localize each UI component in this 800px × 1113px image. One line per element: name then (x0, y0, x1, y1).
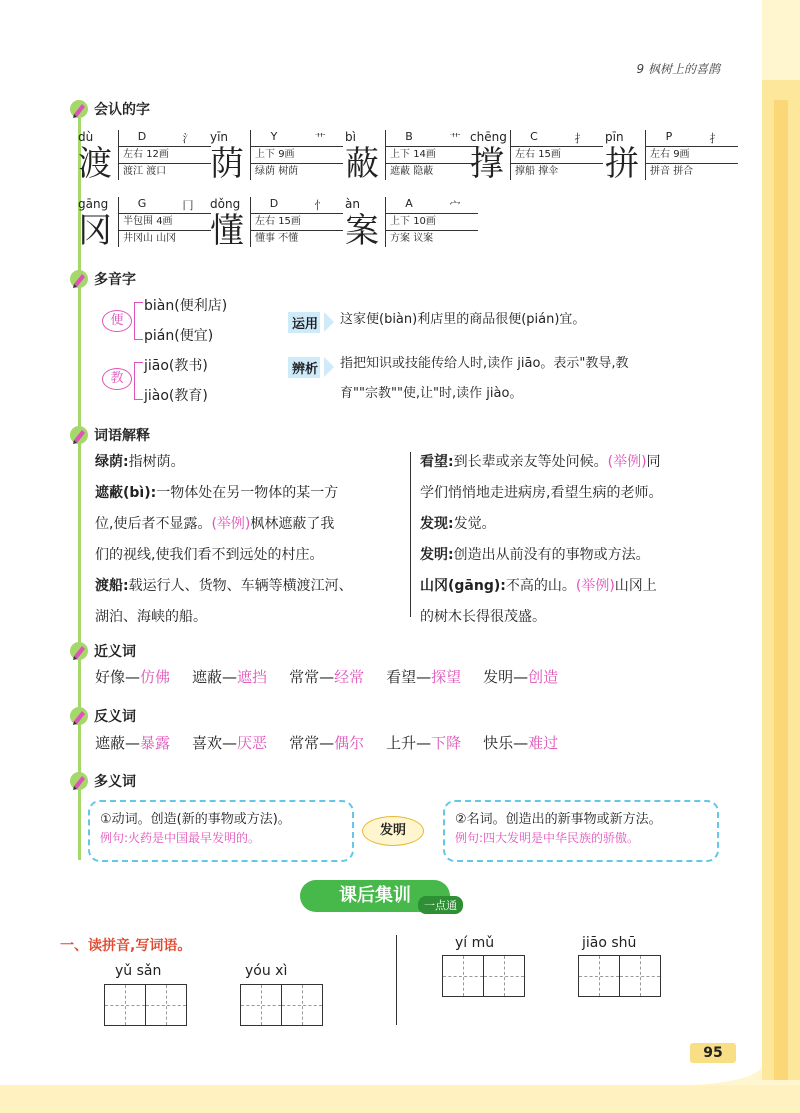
word-a: 喜欢 (192, 734, 223, 752)
character-entry (210, 128, 345, 196)
char-glyph: 案 (345, 211, 379, 251)
char-strokes: 9画 (673, 149, 690, 160)
char-index-row (646, 130, 738, 147)
meaning-example: 例句:四大发明是中华民族的骄傲。 (455, 831, 640, 845)
word-explain-left (95, 447, 405, 633)
char-strokes: 14画 (413, 149, 436, 160)
word-a: 常常 (289, 668, 320, 686)
analysis-tag: 辨析 (288, 357, 328, 378)
meaning-example: 例句:火药是中国最早发明的。 (100, 831, 261, 845)
char-strokes: 15画 (278, 216, 301, 227)
char-radical: 冂 (182, 199, 194, 212)
char-word: 拼合 (673, 166, 694, 177)
pinyin-prompt: yí mǔ (455, 935, 495, 951)
section-synonyms (68, 640, 136, 662)
char-structure: 上下 (390, 216, 410, 227)
word-explain-right (420, 447, 740, 633)
char-strokes: 9画 (278, 149, 295, 160)
char-pinyin: bì (345, 130, 356, 144)
section-antonyms (68, 705, 136, 727)
char-radical: 氵 (182, 132, 194, 145)
bottom-edge-stripe (0, 1085, 800, 1113)
char-glyph: 荫 (210, 144, 244, 184)
reading-bracket (134, 362, 143, 400)
writing-grid[interactable] (578, 955, 661, 997)
char-structure-row (251, 214, 343, 231)
word-a: 上升 (386, 734, 417, 752)
char-words-row (511, 164, 603, 180)
char-letter: Y (270, 130, 278, 143)
char-structure: 左右 (255, 216, 275, 227)
grid-cell[interactable] (146, 985, 186, 1025)
char-letter: P (665, 130, 673, 143)
grid-cell[interactable] (620, 956, 660, 996)
char-letter: D (137, 130, 147, 143)
char-structure: 左右 (123, 149, 143, 160)
reading: jiāo(教书) (144, 358, 208, 374)
character-entry (345, 195, 480, 263)
char-word: 撑伞 (538, 166, 559, 177)
character-entry (78, 128, 213, 196)
word-b: 偶尔 (334, 734, 365, 752)
word-b: 暴露 (140, 734, 171, 752)
word-entry-cont: 的树木长得很茂盛。 (420, 609, 546, 625)
char-info-table (385, 197, 478, 247)
char-letter: D (269, 197, 279, 210)
word-pair: 上升—下降 (386, 734, 462, 752)
word-entry-cont: 学们悄悄地走进病房,看望生病的老师。 (420, 485, 663, 501)
writing-grid[interactable] (442, 955, 525, 997)
word-b: 下降 (431, 734, 462, 752)
char-index-row (386, 197, 478, 214)
reading-bracket (134, 302, 143, 340)
word-pair: 好像—仿佛 (95, 668, 171, 686)
char-strokes: 4画 (156, 216, 173, 227)
char-word: 井冈山 (123, 233, 153, 244)
char-letter: G (137, 197, 147, 210)
grid-cell[interactable] (241, 985, 282, 1025)
char-word: 树荫 (278, 166, 299, 177)
char-radical: 艹 (449, 132, 461, 145)
word-b: 难过 (528, 734, 559, 752)
word-pair: 常常—经常 (289, 668, 365, 686)
word-entry: 渡船:载运行人、货物、车辆等横渡江河、 (95, 578, 353, 594)
pencil-icon (68, 705, 90, 727)
word-pair: 快乐—难过 (483, 734, 559, 752)
pencil-icon (68, 770, 90, 792)
word-a: 看望 (386, 668, 417, 686)
usage-text: 这家便(biàn)利店里的商品很便(pián)宜。 (340, 312, 586, 327)
word-entry-cont: 湖泊、海峡的船。 (95, 609, 207, 625)
reading: jiào(教育) (144, 388, 208, 404)
char-index-row (251, 197, 343, 214)
grid-cell[interactable] (282, 985, 322, 1025)
char-glyph: 蔽 (345, 144, 379, 184)
char-info-table (118, 130, 211, 180)
exercise-title: 一、读拼音,写词语。 (60, 938, 192, 954)
word-a: 遮蔽 (192, 668, 223, 686)
char-radical: 忄 (314, 199, 326, 212)
page-number: 95 (690, 1043, 736, 1063)
char-info-table (250, 130, 343, 180)
section-polyphonic (68, 268, 136, 290)
char-radical: 艹 (314, 132, 326, 145)
word-b: 遮挡 (237, 668, 268, 686)
char-info-table (118, 197, 211, 247)
char-pinyin: dù (78, 130, 94, 144)
char-index-row (251, 130, 343, 147)
char-radical: 扌 (709, 132, 721, 145)
char-words-row (251, 231, 343, 247)
pencil-icon (68, 640, 90, 662)
char-index-row (386, 130, 478, 147)
section-title: 多音字 (94, 272, 136, 288)
char-words-row (251, 164, 343, 180)
meaning-definition: ①动词。创造(新的事物或方法)。 (100, 812, 291, 827)
polyphonic-char-bubble: 便 (102, 310, 132, 332)
char-index-row (511, 130, 603, 147)
char-info-table (510, 130, 603, 180)
character-entry (210, 195, 345, 263)
pinyin-prompt: yǔ sǎn (115, 963, 162, 979)
usage-tag: 运用 (288, 312, 328, 333)
word-pair: 遮蔽—暴露 (95, 734, 171, 752)
char-word: 隐蔽 (413, 166, 434, 177)
char-strokes: 12画 (146, 149, 169, 160)
char-pinyin: dǒng (210, 197, 241, 211)
grid-cell[interactable] (579, 956, 620, 996)
pencil-icon (68, 98, 90, 120)
word-entry: 绿荫:指树荫。 (95, 454, 185, 470)
char-pinyin: chēng (470, 130, 507, 144)
polyphonic-char-bubble: 教 (102, 368, 132, 390)
section-title: 词语解释 (94, 428, 150, 444)
char-structure: 上下 (390, 149, 410, 160)
meaning-definition: ②名词。创造出的新事物或新方法。 (455, 812, 662, 827)
char-words-row (119, 164, 211, 180)
grid-cell[interactable] (443, 956, 484, 996)
exercise-banner-sub: 一点通 (418, 896, 463, 914)
char-letter: B (405, 130, 413, 143)
exercise-banner: 课后集训 (300, 880, 450, 912)
char-pinyin: pīn (605, 130, 624, 144)
word-b: 经常 (334, 668, 365, 686)
char-glyph: 懂 (210, 211, 244, 251)
pencil-icon (68, 424, 90, 446)
char-word: 绿荫 (255, 166, 275, 177)
section-title: 多义词 (94, 774, 136, 790)
meaning-box-verb (88, 800, 354, 862)
section-title: 近义词 (94, 644, 136, 660)
word-a: 常常 (289, 734, 320, 752)
char-glyph: 渡 (78, 144, 112, 184)
char-glyph: 撑 (470, 144, 504, 184)
pinyin-prompt: yóu xì (245, 963, 288, 979)
word-pair: 喜欢—厌恶 (192, 734, 268, 752)
char-words-row (119, 231, 211, 247)
word-pair: 常常—偶尔 (289, 734, 365, 752)
char-glyph: 冈 (78, 211, 112, 251)
char-radical: 扌 (574, 132, 586, 145)
char-word: 遮蔽 (390, 166, 410, 177)
char-words-row (386, 164, 478, 180)
word-entry: 发明:创造出从前没有的事物或方法。 (420, 547, 650, 563)
char-structure-row (251, 147, 343, 164)
word-entry: 遮蔽(bì):一物体处在另一物体的某一方 (95, 485, 339, 501)
character-entry (345, 128, 480, 196)
pencil-icon (68, 268, 90, 290)
character-entry (605, 128, 740, 196)
exercise-divider (396, 935, 397, 1025)
char-structure-row (646, 147, 738, 164)
char-word: 不懂 (278, 233, 299, 244)
grid-cell[interactable] (484, 956, 524, 996)
char-word: 山冈 (156, 233, 177, 244)
word-a: 发明 (483, 668, 514, 686)
char-word: 渡江 (123, 166, 143, 177)
synonym-list (95, 666, 558, 687)
grid-cell[interactable] (105, 985, 146, 1025)
antonym-list (95, 732, 558, 753)
meaning-box-noun (443, 800, 719, 862)
reading: pián(便宜) (144, 328, 214, 344)
right-edge-stripe-inner (774, 100, 788, 1080)
word-b: 厌恶 (237, 734, 268, 752)
char-structure-row (119, 147, 211, 164)
char-index-row (119, 130, 211, 147)
word-a: 快乐 (483, 734, 514, 752)
char-glyph: 拼 (605, 144, 639, 184)
word-b: 仿佛 (140, 668, 171, 686)
section-title: 反义词 (94, 709, 136, 725)
word-a: 好像 (95, 668, 126, 686)
analysis-text: 育""宗教""使,让"时,读作 jiào。 (340, 386, 523, 401)
char-strokes: 15画 (538, 149, 561, 160)
word-b: 探望 (431, 668, 462, 686)
char-word: 撑船 (515, 166, 535, 177)
char-pinyin: àn (345, 197, 360, 211)
char-letter: A (405, 197, 413, 210)
char-words-row (386, 231, 478, 247)
char-info-table (250, 197, 343, 247)
char-info-table (385, 130, 478, 180)
char-structure-row (386, 147, 478, 164)
char-pinyin: yīn (210, 130, 229, 144)
char-structure-row (386, 214, 478, 231)
character-entry (470, 128, 605, 196)
char-structure-row (119, 214, 211, 231)
char-word: 懂事 (255, 233, 275, 244)
writing-grid[interactable] (240, 984, 323, 1026)
pinyin-prompt: jiāo shū (582, 935, 637, 951)
lesson-header: 9 枫树上的喜鹊 (636, 62, 720, 76)
reading: biàn(便利店) (144, 298, 228, 314)
char-radical: 宀 (449, 199, 461, 212)
section-title: 会认的字 (94, 102, 150, 118)
word-entry: 看望:到长辈或亲友等处问候。(举例)同 (420, 454, 661, 470)
char-letter: C (530, 130, 538, 143)
char-index-row (119, 197, 211, 214)
character-entry (78, 195, 213, 263)
word-entry: 山冈(gāng):不高的山。(举例)山冈上 (420, 578, 657, 594)
char-words-row (646, 164, 738, 180)
char-structure: 半包围 (123, 216, 153, 227)
word-entry: 发现:发觉。 (420, 516, 496, 532)
word-a: 遮蔽 (95, 734, 126, 752)
section-word-explain (68, 424, 150, 446)
word-pair: 看望—探望 (386, 668, 462, 686)
char-structure: 上下 (255, 149, 275, 160)
column-divider (410, 452, 411, 617)
word-pair: 遮蔽—遮挡 (192, 668, 268, 686)
word-entry-cont: 位,使后者不显露。(举例)枫林遮蔽了我 (95, 516, 335, 532)
section-characters (68, 98, 150, 120)
char-word: 渡口 (146, 166, 167, 177)
char-word: 议案 (413, 233, 434, 244)
word-pair: 发明—创造 (483, 668, 559, 686)
char-info-table (645, 130, 738, 180)
polysemy-word-bubble: 发明 (362, 816, 424, 846)
word-b: 创造 (528, 668, 559, 686)
char-word: 拼音 (650, 166, 670, 177)
analysis-text: 指把知识或技能传给人时,读作 jiāo。表示"教导,教 (340, 356, 629, 371)
writing-grid[interactable] (104, 984, 187, 1026)
char-pinyin: gāng (78, 197, 109, 211)
char-strokes: 10画 (413, 216, 436, 227)
char-structure: 左右 (515, 149, 535, 160)
word-entry-cont: 们的视线,使我们看不到远处的村庄。 (95, 547, 324, 563)
section-polysemy (68, 770, 136, 792)
char-word: 方案 (390, 233, 410, 244)
char-structure: 左右 (650, 149, 670, 160)
char-structure-row (511, 147, 603, 164)
